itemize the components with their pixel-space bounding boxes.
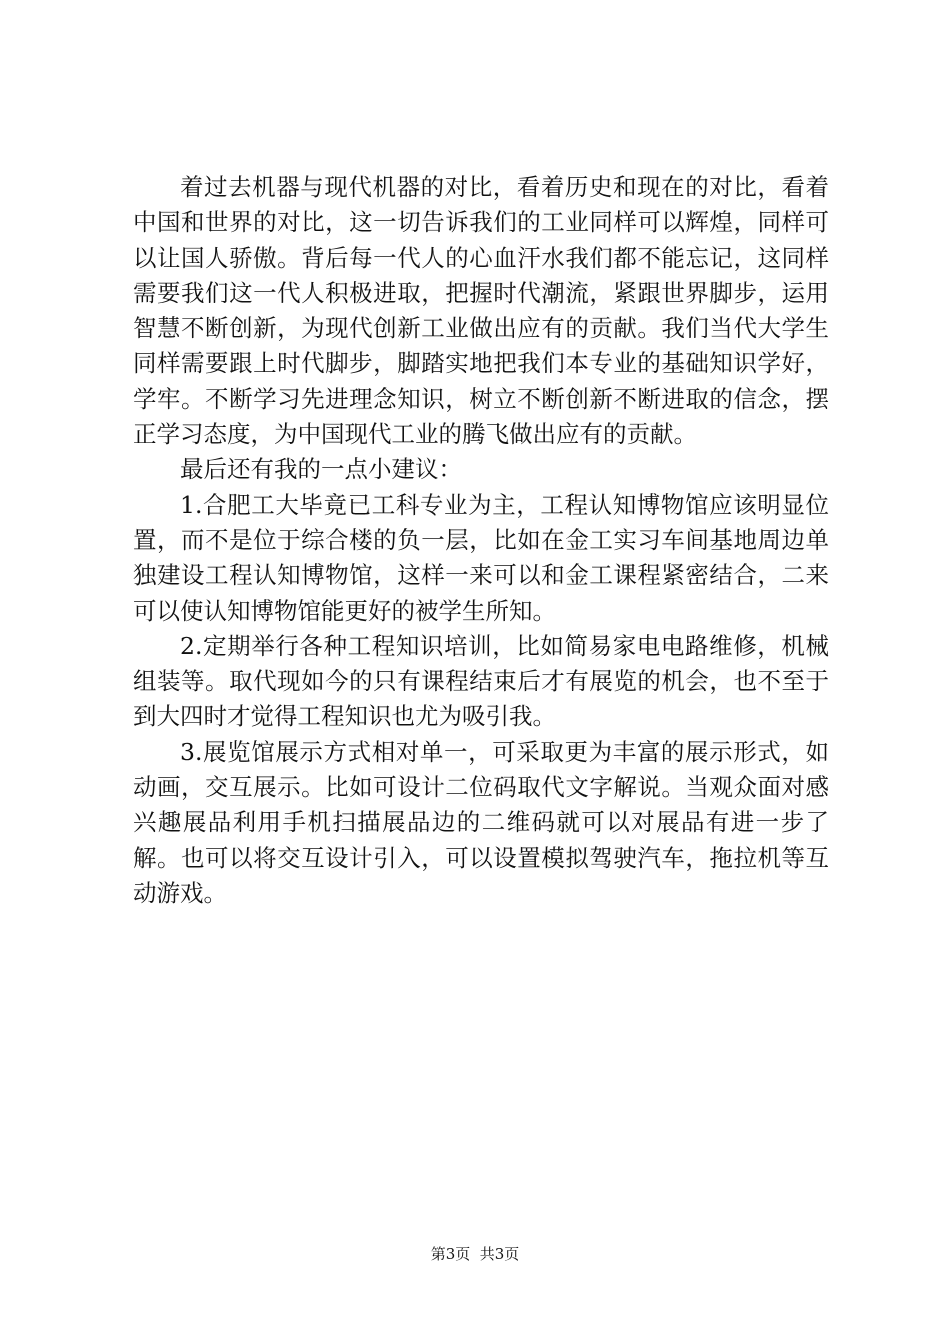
paragraph-suggestion-2: 2.定期举行各种工程知识培训，比如简易家电电路维修，机械组装等。取代现如今的只有课程结束后才有展览的机会，也不至于到大四时才觉得工程知识也尤为吸引我。: [133, 631, 829, 731]
document-body: [133, 170, 829, 911]
paragraph-suggestions-intro: 最后还有我的一点小建议：: [180, 455, 462, 484]
paragraph-conclusion: 着过去机器与现代机器的对比，看着历史和现在的对比，看着中国和世界的对比，这一切告诉我们的工业同样可以辉煌，同样可以让国人骄傲。背后每一代人的心血汗水我们都不能忘记，这同样需要我们这一代人积极进取，把握时代潮流，紧跟世界脚步，运用智慧不断创新，为现代创新工业做出应有的贡献。我们当代大学生同样需要跟上时代脚步，脚踏实地把我们本专业的基础知识学好，学牢。不断学习先进理念知识，树立不断创新不断进取的信念，摆正学习态度，为中国现代工业的腾飞做出应有的贡献。: [133, 173, 829, 449]
paragraph-suggestion-1: 1.合肥工大毕竟已工科专业为主，工程认知博物馆应该明显位置，而不是位于综合楼的负一层，比如在金工实习车间基地周边单独建设工程认知博物馆，这样一来可以和金工课程紧密结合，二来可以使认知博物馆能更好的被学生所知。: [133, 490, 829, 625]
paragraph-suggestion-3: 3.展览馆展示方式相对单一，可采取更为丰富的展示形式，如动画，交互展示。比如可设计二位码取代文字解说。当观众面对感兴趣展品利用手机扫描展品边的二维码就可以对展品有进一步了解。也可以将交互设计引入，可以设置模拟驾驶汽车，拖拉机等互动游戏。: [133, 737, 829, 907]
page-footer: 第3页 共3页: [430, 1245, 520, 1263]
